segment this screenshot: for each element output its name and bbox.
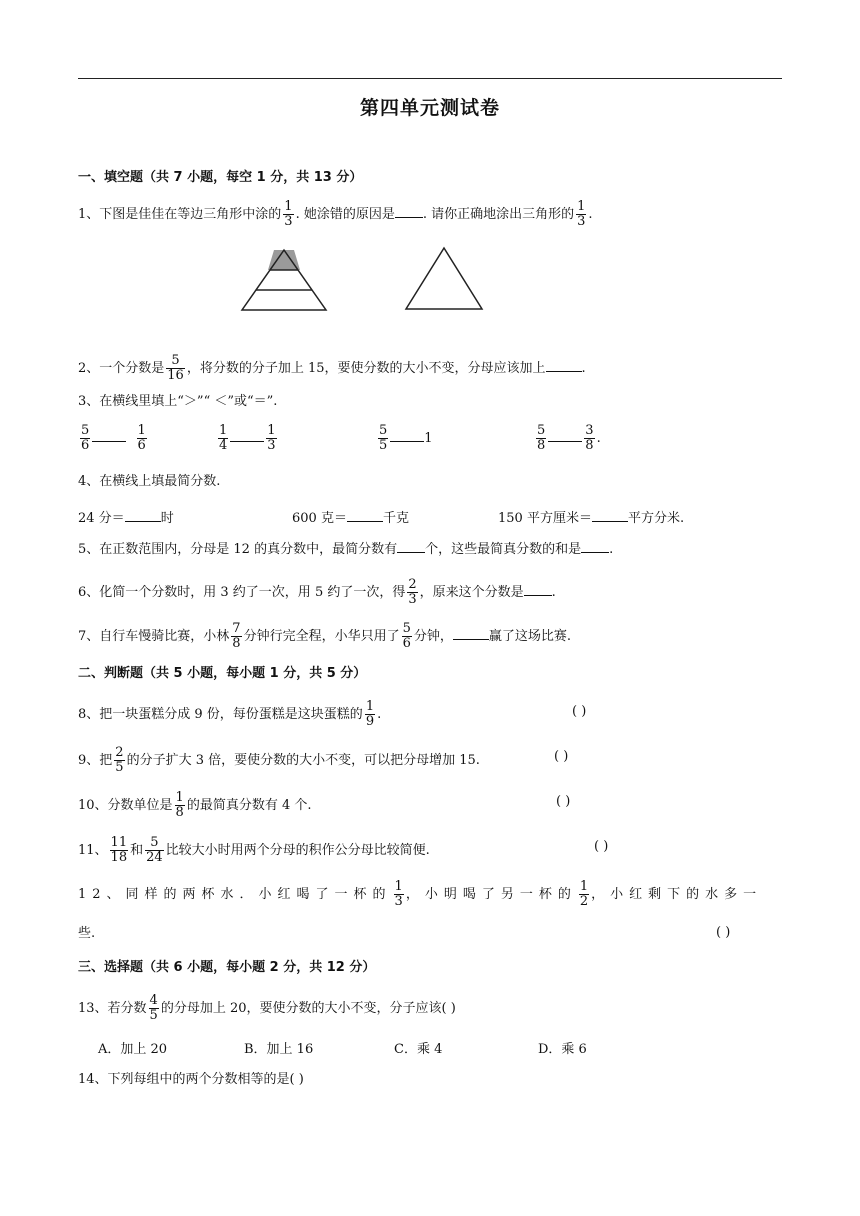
q5-blank-1[interactable] xyxy=(397,540,425,553)
page-title: 第四单元测试卷 xyxy=(359,97,500,119)
question-7: 7、自行车慢骑比赛，小林 $\frac{7}{8}$ 分钟行完全程，小华只用了 $\frac{5}{6}$ 分钟， 赢了这场比赛. xyxy=(78,621,572,651)
q4-blank-3[interactable] xyxy=(592,509,628,522)
q5-blank-2[interactable] xyxy=(581,540,609,553)
q1-text-c: . 请你正确地涂出三角形的 xyxy=(422,207,575,222)
section-judgement-heading: 二、判断题（共 5 小题，每小题 1 分，共 5 分） xyxy=(78,666,367,681)
q7-fraction-2: $\frac{5}{6}$ xyxy=(402,621,411,651)
q4-item-2: 600 克＝ 千克 xyxy=(292,511,409,526)
question-2: 2、一个分数是 $\frac{5}{16}$ ，将分数的分子加上 15，要使分数的大小不变，分母应该加上 . xyxy=(78,353,586,383)
question-11: 11、 $\frac{11}{18}$ 和 $\frac{5}{24}$ 比较大小时用两个分母的积作公分母比较简便. xyxy=(78,835,430,865)
question-12-cont: 些. xyxy=(78,926,96,941)
q9-answer-paren[interactable]: ( ) xyxy=(554,749,569,764)
q6-fraction: $\frac{2}{3}$ xyxy=(408,577,417,607)
question-4: 4、在横线上填最简分数. xyxy=(78,474,221,489)
question-13: 13、若分数 $\frac{4}{5}$ 的分母加上 20，要使分数的大小不变，分子应该( ) xyxy=(78,993,456,1023)
q7-blank[interactable] xyxy=(453,627,489,640)
q13-answer-paren[interactable]: ( ) xyxy=(441,1001,456,1016)
q3-blank-3[interactable] xyxy=(390,429,424,442)
top-rule xyxy=(78,78,782,79)
q3-blank-4[interactable] xyxy=(548,429,582,442)
shaded-triangle-figure xyxy=(240,248,328,312)
q1-text-a: 1、下图是佳佳在等边三角形中涂的 xyxy=(78,207,282,222)
q1-answer-blank[interactable] xyxy=(395,205,423,218)
question-1: 1、下图是佳佳在等边三角形中涂的 $\frac{1}{3}$ . 她涂错的原因是 . 请你正确地涂出三角形的 $\frac{1}{3}$ . xyxy=(78,199,593,229)
question-5: 5、在正数范围内，分母是 12 的真分数中，最简分数有 个，这些最简真分数的和是 . xyxy=(78,542,614,557)
q2-fraction: $\frac{5}{16}$ xyxy=(167,353,184,383)
q4-blank-1[interactable] xyxy=(125,509,161,522)
q3-item-1: $\frac{5}{6}$ $\frac{1}{6}$ xyxy=(81,423,146,453)
q1-fraction-2: $\frac{1}{3}$ xyxy=(577,199,586,229)
q1-text-b: . 她涂错的原因是 xyxy=(295,207,395,222)
q12-answer-paren[interactable]: ( ) xyxy=(716,925,731,940)
q13-option-b[interactable]: B．加上 16 xyxy=(244,1042,314,1057)
q4-blank-2[interactable] xyxy=(347,509,383,522)
question-3: 3、在横线里填上“＞”“ ＜”或“＝”. xyxy=(78,394,278,409)
section-fill-in-heading: 一、填空题（共 7 小题，每空 1 分，共 13 分） xyxy=(78,170,363,185)
q1-fraction-1: $\frac{1}{3}$ xyxy=(284,199,293,229)
q4-item-1: 24 分＝ 时 xyxy=(78,511,174,526)
q3-blank-2[interactable] xyxy=(230,429,264,442)
q8-answer-paren[interactable]: ( ) xyxy=(572,704,587,719)
q7-fraction-1: $\frac{7}{8}$ xyxy=(232,621,241,651)
question-8: 8、把一块蛋糕分成 9 份，每份蛋糕是这块蛋糕的 $\frac{1}{9}$ . xyxy=(78,699,382,729)
question-12: 12、同样的两杯水．小红喝了一杯的 $\frac{1}{3}$ ，小明喝了另一杯的 $\frac{1}{2}$ ，小红剩下的水多一 xyxy=(78,879,763,909)
q2-answer-blank[interactable] xyxy=(546,359,582,372)
q3-item-4: $\frac{5}{8}$ $\frac{3}{8}$ . xyxy=(537,423,601,453)
question-10: 10、分数单位是 $\frac{1}{8}$ 的最简真分数有 4 个. xyxy=(78,790,312,820)
blank-triangle-figure xyxy=(404,246,484,312)
q6-blank[interactable] xyxy=(524,583,552,596)
q10-answer-paren[interactable]: ( ) xyxy=(556,794,571,809)
q13-option-a[interactable]: A．加上 20 xyxy=(98,1042,168,1057)
q3-item-3: $\frac{5}{5}$ 1 xyxy=(379,423,433,453)
q11-answer-paren[interactable]: ( ) xyxy=(594,839,609,854)
section-choice-heading: 三、选择题（共 6 小题，每小题 2 分，共 12 分） xyxy=(78,960,376,975)
question-9: 9、把 $\frac{2}{5}$ 的分子扩大 3 倍，要使分数的大小不变，可以把分母增加 15. xyxy=(78,745,480,775)
question-6: 6、化简一个分数时，用 3 约了一次，用 5 约了一次，得 $\frac{2}{3}$ ，原来这个分数是 . xyxy=(78,577,556,607)
q13-option-d[interactable]: D．乘 6 xyxy=(538,1042,587,1057)
question-14: 14、下列每组中的两个分数相等的是( ) xyxy=(78,1072,304,1087)
q14-answer-paren[interactable]: ( ) xyxy=(289,1072,304,1087)
q4-item-3: 150 平方厘米＝ 平方分米. xyxy=(498,511,685,526)
q13-option-c[interactable]: C．乘 4 xyxy=(394,1042,443,1057)
q3-blank-1[interactable] xyxy=(92,429,126,442)
q3-item-2: $\frac{1}{4}$ $\frac{1}{3}$ xyxy=(219,423,276,453)
